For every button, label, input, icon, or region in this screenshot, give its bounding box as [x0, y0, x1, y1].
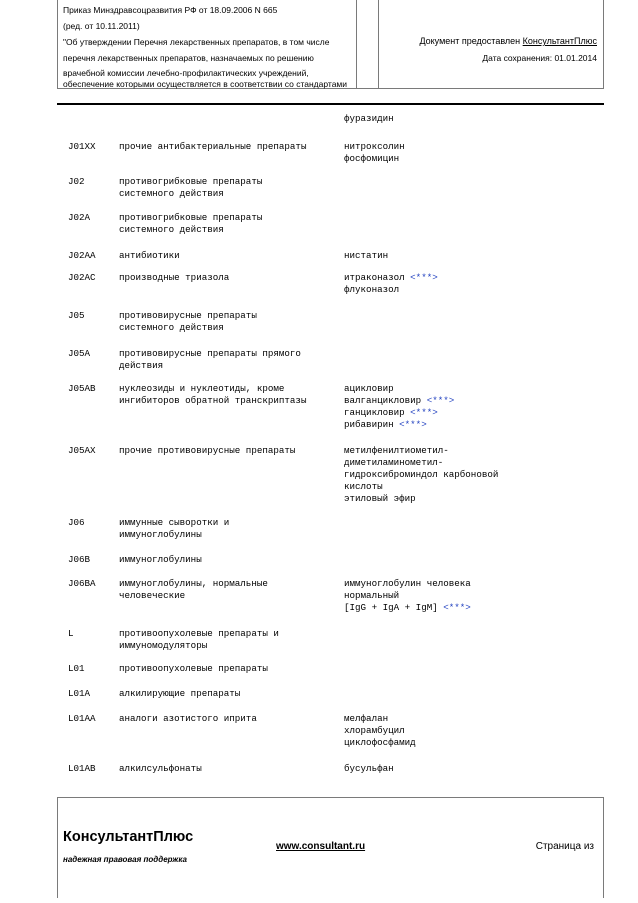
footnote-marker[interactable]: <***> [399, 419, 427, 430]
drug-list [344, 113, 394, 125]
atc-group-name: производные триазола [119, 272, 230, 283]
drug-name: кислоты [344, 481, 383, 492]
atc-code: L01 [68, 663, 85, 674]
drug-list [344, 578, 471, 614]
atc-group-name: алкилирующие препараты [119, 688, 241, 699]
atc-group-name: противовирусные препараты прямого действия [119, 348, 301, 371]
atc-code: J05 [68, 310, 85, 321]
atc-group-name: иммуноглобулины [119, 554, 202, 565]
atc-code: J05A [68, 348, 91, 359]
drug-list [344, 141, 405, 165]
footnote-marker[interactable]: <***> [410, 272, 438, 283]
atc-code: J05AX [68, 445, 96, 456]
drug-name: иммуноглобулин человека [344, 578, 471, 589]
drug-list [344, 445, 498, 505]
drug-name: метилфенилтиометил- [344, 445, 449, 456]
drug-name: флуконазол [344, 284, 400, 295]
atc-group-name: аналоги азотистого иприта [119, 713, 257, 724]
header-doc-line: обеспечение которыми осуществляется в соответствии со стандартами [63, 79, 348, 89]
footer-page-label: Страница из [535, 841, 594, 852]
atc-code: L01AA [68, 713, 96, 724]
header-divider [57, 103, 604, 105]
footnote-marker[interactable]: <***> [410, 407, 438, 418]
atc-group-name: противоопухолевые препараты и иммуномодуляторы [119, 628, 279, 651]
atc-code: J02 [68, 176, 85, 187]
atc-code: J02AC [68, 272, 96, 283]
drug-name: [IgG + IgA + IgM] <***> [344, 602, 471, 613]
drug-name: этиловый эфир [344, 493, 416, 504]
drug-name: нитроксолин [344, 141, 405, 152]
drug-name: гидроксиброминдол карбоновой [344, 469, 499, 480]
drug-name: хлорамбуцил [344, 725, 405, 736]
drug-name: циклофосфамид [344, 737, 416, 748]
atc-group-name: противогрибковые препараты системного действия [119, 212, 263, 235]
footer-brand-logo: КонсультантПлюс [63, 829, 194, 845]
header-doc-line: Приказ Минздравсоцразвития РФ от 18.09.2006 N 665 [63, 5, 278, 15]
atc-code: J02AA [68, 250, 96, 261]
atc-group-name: нуклеозиды и нуклеотиды, кроме ингибиторов обратной транскриптазы [119, 383, 307, 406]
saved-date: Дата сохранения: 01.01.2014 [482, 53, 597, 63]
atc-group-name: иммунные сыворотки и иммуноглобулины [119, 517, 230, 540]
atc-code: J06BA [68, 578, 96, 589]
footer-tagline: надежная правовая поддержка [63, 855, 187, 864]
provided-by [419, 36, 597, 46]
drug-name: нистатин [344, 250, 389, 261]
drug-list [344, 272, 438, 296]
atc-group-name: алкилсульфонаты [119, 763, 202, 774]
header-doc-line: "Об утверждении Перечня лекарственных препаратов, в том числе [63, 37, 330, 47]
atc-code: J06B [68, 554, 91, 565]
drug-name: рибавирин <***> [344, 419, 427, 430]
atc-code: J06 [68, 517, 85, 528]
atc-code: J02A [68, 212, 91, 223]
atc-group-name: противоопухолевые препараты [119, 663, 268, 674]
drug-name: мелфалан [344, 713, 389, 724]
atc-code: L [68, 628, 74, 639]
drug-name: фуразидин [344, 113, 394, 124]
drug-list [344, 383, 454, 431]
atc-code: J01XX [68, 141, 96, 152]
provided-prefix: Документ предоставлен [419, 36, 523, 46]
footer-url-link[interactable]: www.consultant.ru [276, 841, 366, 852]
provided-brand-link[interactable]: КонсультантПлюс [522, 36, 597, 46]
drug-name: валганцикловир <***> [344, 395, 455, 406]
drug-list [344, 763, 394, 775]
atc-group-name: прочие антибактериальные препараты [119, 141, 307, 152]
atc-code: L01AB [68, 763, 96, 774]
header-doc-line: врачебной комиссии лечебно-профилактических учреждений, [63, 68, 309, 78]
atc-group-name: противогрибковые препараты системного действия [119, 176, 263, 199]
drug-list [344, 713, 416, 749]
drug-name: итраконазол <***> [344, 272, 438, 283]
drug-name: ганцикловир <***> [344, 407, 438, 418]
atc-group-name: иммуноглобулины, нормальные человеческие [119, 578, 268, 601]
drug-list [344, 250, 388, 262]
drug-name: фосфомицин [344, 153, 400, 164]
atc-code: L01A [68, 688, 91, 699]
atc-group-name: антибиотики [119, 250, 180, 261]
drug-name: нормальный [344, 590, 400, 601]
drug-name: ацикловир [344, 383, 394, 394]
footnote-marker[interactable]: <***> [426, 395, 455, 406]
atc-group-name: прочие противовирусные препараты [119, 445, 296, 456]
atc-group-name: противовирусные препараты системного действия [119, 310, 257, 333]
drug-name: бусульфан [344, 763, 394, 774]
header-doc-line: перечня лекарственных препаратов, назначаемых по решению [63, 53, 314, 63]
atc-code: J05AB [68, 383, 96, 394]
drug-name: диметиламинометил- [344, 457, 444, 468]
header-doc-line: (ред. от 10.11.2011) [63, 21, 140, 31]
header-spacer-cell [357, 0, 379, 89]
footnote-marker[interactable]: <***> [443, 602, 471, 613]
